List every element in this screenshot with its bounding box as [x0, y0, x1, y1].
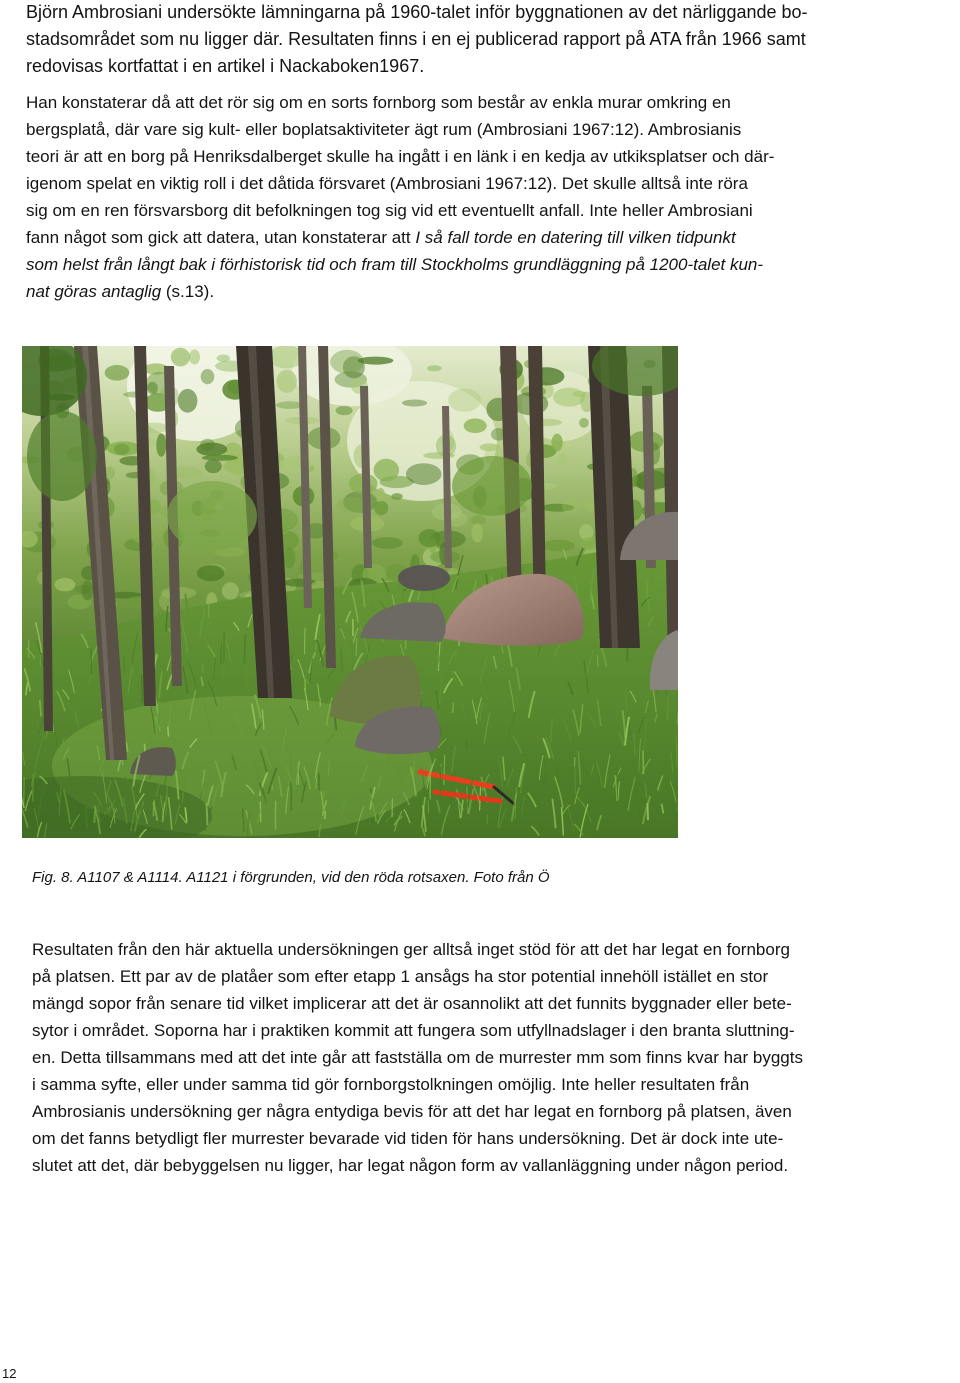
leaf-cluster: [178, 389, 198, 413]
grass-blade: [188, 798, 189, 812]
leaf-cluster: [201, 369, 215, 384]
paragraph-line: om det fanns betydligt fler murrester bevarade vid tiden för hans undersökning. Det är dock inte ute-: [32, 1129, 784, 1148]
leaf-cluster: [202, 455, 238, 461]
leaf-cluster: [189, 350, 200, 365]
paragraph-line: Han konstaterar då att det rör sig om en sorts fornborg som består av enkla murar omkring en: [26, 93, 731, 112]
line-segment: fann något som gick att datera, utan konstaterar att: [26, 228, 416, 247]
leaf-cluster: [558, 454, 567, 466]
paragraph-line: Björn Ambrosiani undersökte lämningarna på 1960-talet inför byggnationen av det närliggande bo-: [26, 2, 808, 22]
paragraph-line: slutet att det, där bebyggelsen nu ligger, har legat någon form av vallanläggning under någon period.: [32, 1156, 789, 1175]
leaf-cluster: [156, 433, 166, 456]
leaf-cluster: [376, 488, 385, 502]
leaf-cluster: [374, 459, 399, 482]
leaf-cluster: [336, 406, 353, 415]
paragraph-line: bergsplatå, där vare sig kult- eller boplatsaktiviteter ägt rum (Ambrosiani 1967:12). Ambrosianis: [26, 120, 742, 139]
leaf-cluster: [406, 463, 442, 485]
paragraph-line: [26, 278, 214, 305]
leaf-cluster: [197, 565, 224, 581]
leaf-cluster: [283, 548, 295, 569]
leaf-cluster: [553, 388, 585, 407]
paragraph-line: Ambrosianis undersökning ger några entydiga bevis för att det har legat en fornborg på platsen, även: [32, 1102, 792, 1121]
paragraph-line: redovisas kortfattat i en artikel i Nackaboken1967.: [26, 56, 425, 76]
leaf-cluster: [542, 540, 574, 552]
paragraph-line: stadsområdet som nu ligger där. Resultaten finns i en ej publicerad rapport på ATA från 1966 samt: [26, 29, 806, 49]
leaf-cluster: [171, 348, 190, 367]
rock: [398, 565, 450, 591]
grass-blade: [440, 767, 441, 798]
paragraph-line: en. Detta tillsammans med att det inte går att fastställa om de murrester mm som finns kvar har byggts: [32, 1048, 803, 1067]
leaf-cluster: [374, 501, 388, 516]
grass-blade: [643, 750, 644, 774]
grass-blade: [94, 811, 95, 823]
leaf-cluster: [222, 582, 239, 599]
grass-blade: [305, 679, 306, 695]
grass-blade: [453, 703, 454, 713]
grass-blade: [325, 811, 326, 819]
paragraph-line: sig om en ren försvarsborg dit befolkningen tog sig vid ett eventuellt anfall. Inte heller Ambrosiani: [26, 201, 753, 220]
paragraph-line: i samma syfte, eller under samma tid gör fornborgstolkningen omöjlig. Inte heller resultaten från: [32, 1075, 750, 1094]
grass-blade: [24, 777, 25, 804]
paragraph-line: på platsen. Ett par av de platåer som efter etapp 1 ansågs ha stor potential innehöll istället en stor: [32, 967, 769, 986]
leaf-cluster: [464, 419, 487, 434]
grass-blade: [597, 655, 598, 667]
paragraph-line: [26, 224, 736, 251]
leaf-cluster: [472, 523, 484, 542]
leaf-cluster: [402, 400, 427, 407]
leaf-cluster: [200, 439, 215, 451]
paragraph-line: igenom spelat en viktig roll i det dåtida försvaret (Ambrosiani 1967:12). Det skulle alltså inte röra: [26, 174, 748, 193]
leaf-cluster: [551, 434, 562, 452]
leaf-cluster: [358, 357, 394, 365]
page-number: 12: [2, 1366, 17, 1381]
leaf-cluster: [147, 382, 158, 395]
leaf-cluster: [205, 459, 222, 473]
grass-blade: [648, 803, 649, 820]
leaf-cluster: [372, 537, 403, 549]
grass-blade: [206, 803, 207, 826]
figure-caption: Fig. 8. A1107 & A1114. A1121 i förgrunden, vid den röda rotsaxen. Foto från Ö: [32, 869, 550, 886]
paragraph-3: [32, 936, 803, 1179]
grass-blade: [668, 694, 669, 720]
italic-quote: nat göras antaglig: [26, 282, 162, 301]
leaf-cluster: [55, 578, 76, 591]
leaf-cluster: [419, 529, 441, 547]
grass-blade: [428, 800, 429, 813]
paragraph-line: mängd sopor från senare tid vilket implicerar att det är osannolikt att det funnits byggnader eller bete-: [32, 994, 792, 1013]
leaf-cluster: [562, 497, 581, 516]
paragraph-line: Resultaten från den här aktuella undersökningen ger alltså inget stöd för att det har legat en fornborg: [32, 940, 790, 959]
paragraph-2: [26, 89, 774, 305]
grass-blade: [651, 576, 652, 586]
leaf-cluster: [105, 365, 130, 381]
grass-blade: [168, 727, 169, 737]
forest-photo: [22, 346, 678, 838]
leaf-cluster: [448, 389, 481, 412]
grass-blade: [452, 785, 453, 812]
italic-quote-line: som helst från långt bak i förhistorisk tid och fram till Stockholms grundläggning på 1200-talet kun-: [26, 255, 764, 274]
leaf-cluster: [277, 370, 298, 393]
leaf-cluster: [427, 365, 442, 371]
italic-quote: I så fall torde en datering till vilken tidpunkt: [415, 228, 736, 247]
leaf-cluster: [391, 493, 402, 500]
citation: (s.13).: [161, 282, 215, 301]
paragraph-line: sytor i området. Soporna har i praktiken kommit att fungera som utfyllnadslager i den branta sluttning-: [32, 1021, 795, 1040]
leaf-cluster: [114, 444, 130, 455]
paragraph-line: teori är att en borg på Henriksdalberget skulle ha ingått i en länk i en kedja av utkiksplatser och där-: [26, 147, 775, 166]
leaf-cluster: [579, 418, 589, 428]
leaf-cluster: [81, 580, 93, 600]
paragraph-1: [26, 0, 808, 80]
